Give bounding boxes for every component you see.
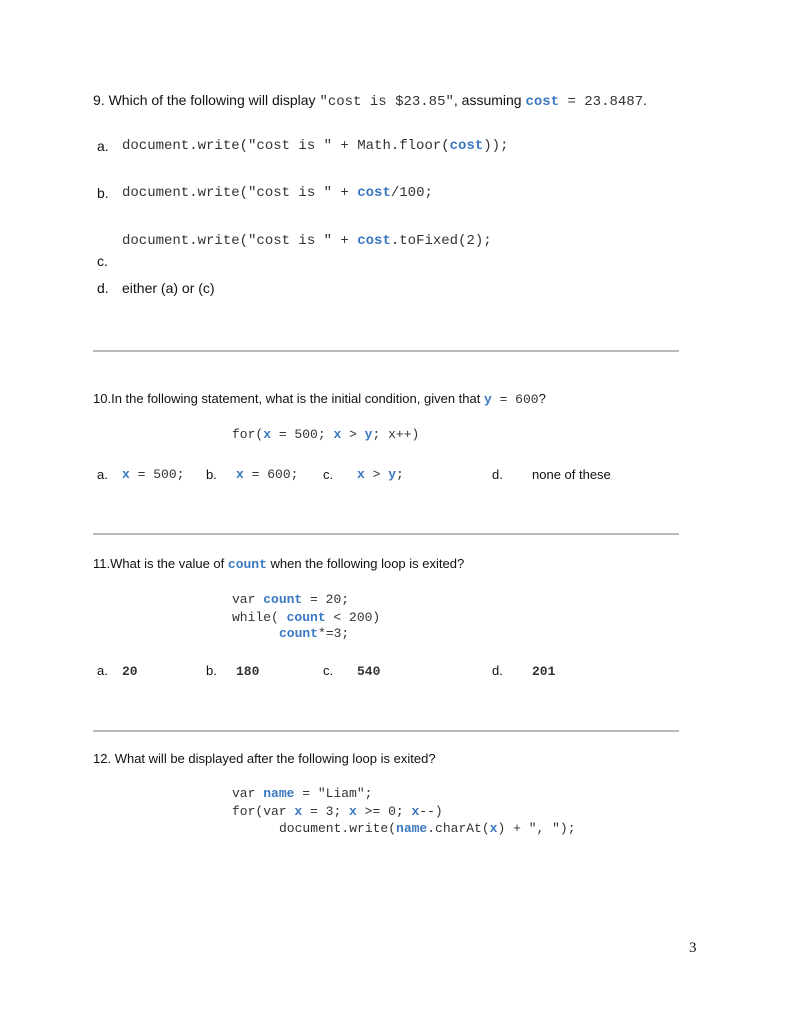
q9-number: 9. — [93, 92, 105, 108]
q9-option-b-code: document.write("cost is " + cost/100; — [122, 185, 433, 201]
q11-code-line-2: while( count < 200) — [232, 610, 381, 625]
q10-number: 10. — [93, 391, 112, 406]
q11-option-c-value: 540 — [357, 664, 381, 679]
q11-prompt: 11.What is the value of count when the following loop is exited? — [93, 556, 465, 572]
q9-option-a-code: document.write("cost is " + Math.floor(cost)); — [122, 138, 509, 154]
q9-option-c-letter: c. — [97, 253, 108, 269]
q11-number: 11. — [93, 556, 111, 571]
q10-option-d-letter: d. — [492, 467, 503, 482]
q10-option-d-text: none of these — [532, 467, 611, 482]
q10-prompt: 10.In the following statement, what is the initial condition, given that y = 600? — [93, 391, 546, 407]
q10-option-b-code: x = 600; — [236, 467, 299, 482]
q11-option-d-letter: d. — [492, 663, 503, 678]
divider-2 — [93, 533, 679, 535]
q10-option-c-code: x > y; — [357, 467, 404, 482]
q9-option-c-code: document.write("cost is " + cost.toFixed(2); — [122, 233, 492, 249]
q11-option-c-letter: c. — [323, 663, 334, 678]
q9-option-a-letter: a. — [97, 138, 109, 154]
q10-option-a-code: x = 500; — [122, 467, 185, 482]
q10-option-a-letter: a. — [97, 467, 108, 482]
q11-code-line-3: count*=3; — [279, 626, 350, 641]
q11-option-b-letter: b. — [206, 663, 217, 678]
q12-code-line-2: for(var x = 3; x >= 0; x--) — [232, 804, 443, 819]
q10-option-c-letter: c. — [323, 467, 334, 482]
q9-option-d-text: either (a) or (c) — [122, 280, 215, 296]
q9-option-d-letter: d. — [97, 280, 109, 296]
q11-option-d-value: 201 — [532, 664, 556, 679]
q9-option-b-letter: b. — [97, 185, 109, 201]
page-number: 3 — [689, 940, 697, 956]
divider-1 — [93, 350, 679, 352]
divider-3 — [93, 730, 679, 732]
q10-code: for(x = 500; x > y; x++) — [232, 427, 420, 442]
q12-prompt: 12. What will be displayed after the following loop is exited? — [93, 751, 436, 766]
q10-option-b-letter: b. — [206, 467, 217, 482]
q11-code-line-1: var count = 20; — [232, 592, 350, 607]
q12-code-line-1: var name = "Liam"; — [232, 786, 373, 801]
q12-number: 12. — [93, 751, 112, 766]
q12-code-line-3: document.write(name.charAt(x) + ", "); — [279, 821, 576, 836]
q11-option-a-letter: a. — [97, 663, 108, 678]
q11-option-b-value: 180 — [236, 664, 260, 679]
q9-prompt: 9. Which of the following will display "cost is $23.85", assuming cost = 23.8487. — [93, 92, 647, 110]
q11-option-a-value: 20 — [122, 664, 138, 679]
